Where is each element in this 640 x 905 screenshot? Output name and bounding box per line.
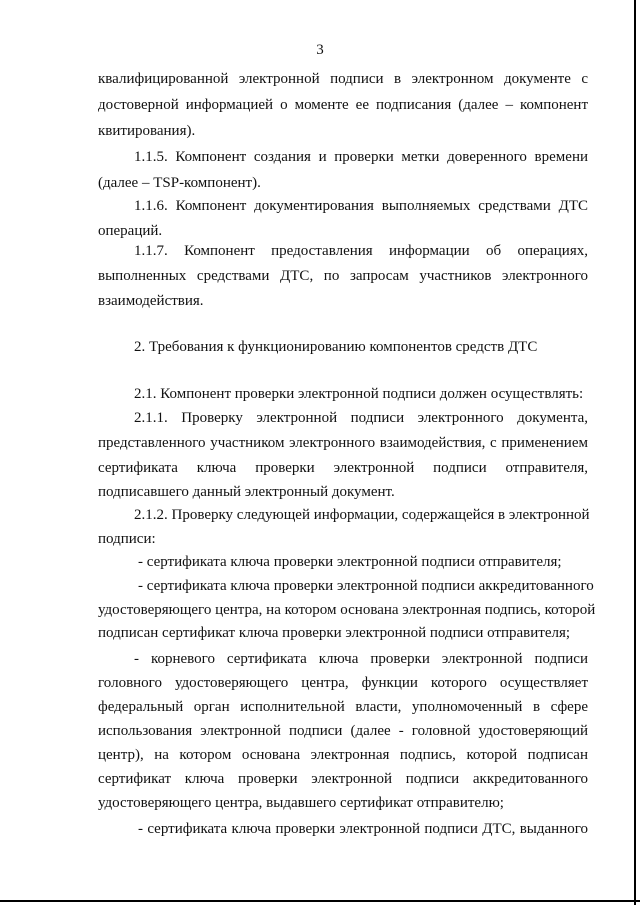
text-line: 2.1.2. Проверку следующей информации, содержащейся в электронной bbox=[134, 507, 590, 523]
scan-edge-right bbox=[634, 0, 636, 905]
text-line: достоверной информацией о моменте ее подписания (далее – компонент bbox=[98, 97, 588, 113]
text-line: головного удостоверяющего центра, функции которого осуществляет bbox=[98, 675, 588, 691]
text-line: сертификата ключа проверки электронной подписи отправителя, bbox=[98, 460, 588, 476]
text-line: 1.1.6. Компонент документирования выполняемых средствами ДТС bbox=[134, 198, 588, 214]
text-line: сертификат ключа проверки электронной подписи аккредитованного bbox=[98, 771, 588, 787]
text-line: - сертификата ключа проверки электронной подписи аккредитованного bbox=[138, 578, 594, 594]
text-line: квалифицированной электронной подписи в электронном документе с bbox=[98, 71, 588, 87]
text-line: 1.1.5. Компонент создания и проверки метки доверенного времени bbox=[134, 149, 588, 165]
text-line: удостоверяющего центра, на котором основана электронная подпись, которой bbox=[98, 602, 596, 618]
section-heading: 2. Требования к функционированию компонентов средств ДТС bbox=[134, 339, 538, 355]
text-line: - сертификата ключа проверки электронной подписи отправителя; bbox=[138, 554, 562, 570]
text-line: использования электронной подписи (далее - головной удостоверяющий bbox=[98, 723, 588, 739]
page-number: 3 bbox=[316, 42, 324, 58]
text-line: выполненных средствами ДТС, по запросам участников электронного bbox=[98, 268, 588, 284]
text-line: подписи: bbox=[98, 531, 156, 547]
text-line: квитирования). bbox=[98, 123, 196, 139]
text-line: подписавшего данный электронный документ. bbox=[98, 484, 395, 500]
text-line: федеральный орган исполнительной власти, уполномоченный в сфере bbox=[98, 699, 588, 715]
text-line: 1.1.7. Компонент предоставления информации об операциях, bbox=[134, 243, 588, 259]
text-line: взаимодействия. bbox=[98, 293, 204, 309]
text-line: центр), на котором основана электронная подпись, которой подписан bbox=[98, 747, 588, 763]
scan-edge-bottom bbox=[0, 900, 640, 902]
text-line: операций. bbox=[98, 223, 163, 239]
text-line: подписан сертификат ключа проверки электронной подписи отправителя; bbox=[98, 625, 571, 641]
text-line: представленного участником электронного взаимодействия, с применением bbox=[98, 435, 588, 451]
text-line: 2.1. Компонент проверки электронной подписи должен осуществлять: bbox=[134, 386, 584, 402]
text-line: - сертификата ключа проверки электронной подписи ДТС, выданного bbox=[138, 821, 588, 837]
text-line: 2.1.1. Проверку электронной подписи электронного документа, bbox=[134, 410, 588, 426]
text-line: (далее – TSP-компонент). bbox=[98, 175, 261, 191]
text-line: - корневого сертификата ключа проверки электронной подписи bbox=[134, 651, 588, 667]
text-line: удостоверяющего центра, выдавшего сертификат отправителю; bbox=[98, 795, 504, 811]
